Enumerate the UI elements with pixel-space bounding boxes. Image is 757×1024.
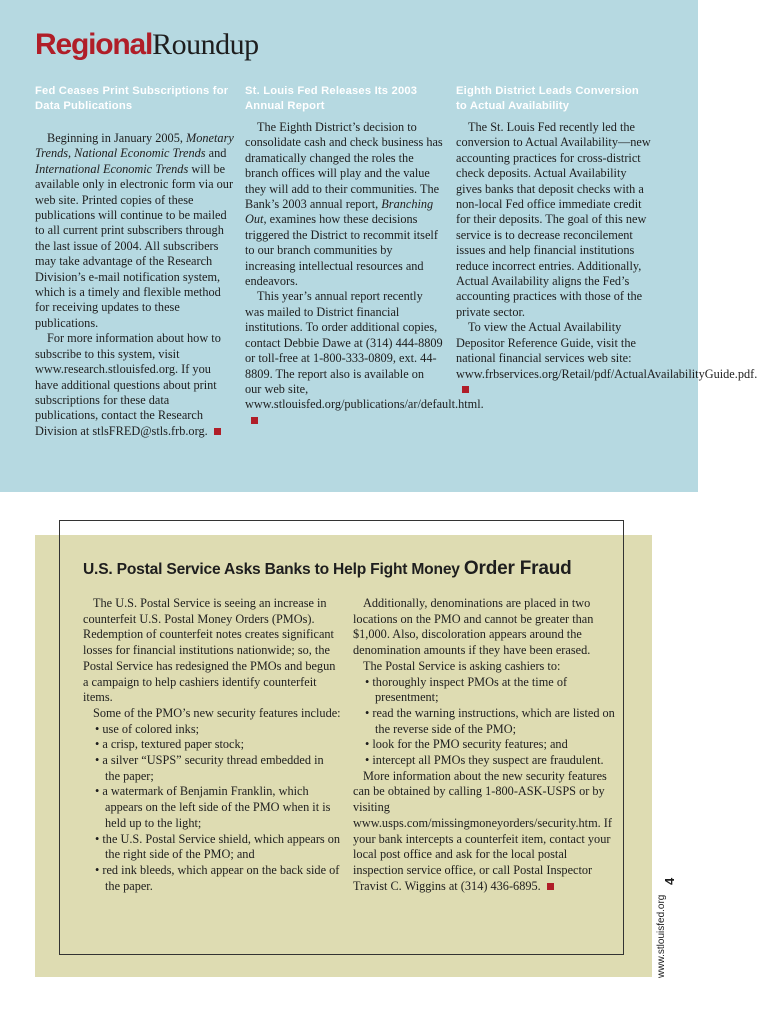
feature-headline-end: Order Fraud: [463, 558, 572, 579]
article-paragraph: This year’s annual report recently was mailed to District financial institutions. To order additional copies, contact Debbie Dawe at (314) 444-8809 or toll-free at 1-800-333-0809, ext. 44-8809. The report also is available on our web site, www.stlouisfed.org/publications/ar/default.html.: [245, 289, 443, 428]
feature-paragraph: The U.S. Postal Service is seeing an increase in counterfeit U.S. Postal Money Orders (PMOs). Redemption of counterfeit notes creates significant losses for financial institutions nationwide; so, the Postal Service has redesigned the PMOs and begun a campaign to help cashiers identify counterfeit items.: [83, 596, 336, 705]
feature-paragraph: Additionally, denominations are placed in two locations on the PMO and cannot be greater than $1,000. Also, discoloration appears around the denomination amounts if they have been erased.: [353, 596, 594, 658]
article-paragraph: The St. Louis Fed recently led the conversion to Actual Availability—new accounting practices for cross-district check deposits. Actual Availability gives banks that deposit checks with a non-local Fed office immediate credit for their deposits. The goal of this new service is to decrease reconcilement issues and help financial institutions reduce incorrect entries. Additionally, Actual Availability aligns the Fed’s accounting practices with those of the private sector.: [456, 120, 651, 319]
feature-left-column: [83, 596, 341, 894]
bullet-item: • the U.S. Postal Service shield, which appears on the right side of the PMO; and: [95, 831, 341, 862]
end-mark-icon: [462, 386, 469, 393]
bullet-item: • intercept all PMOs they suspect are fraudulent.: [365, 753, 604, 768]
bullet-item: • a watermark of Benjamin Franklin, which appears on the left side of the PMO when it is held up to the light;: [95, 784, 331, 830]
end-mark-icon: [214, 428, 221, 435]
bullet-item: • a crisp, textured paper stock;: [95, 737, 245, 752]
bullet-item: • look for the PMO security features; and: [365, 737, 568, 752]
feature-headline: [83, 558, 643, 581]
bullet-item: • thoroughly inspect PMOs at the time of presentment;: [365, 674, 568, 705]
end-mark-icon: [251, 417, 258, 424]
feature-paragraph: Some of the PMO’s new security features include:: [93, 705, 341, 720]
feature-paragraph: More information about the new security features can be obtained by calling 1-800-ASK-USPS or by visiting www.usps.com/missingmoneyorders/security.htm. If your bank intercepts a counterfeit item, contact your local post office and ask for the local postal inspection service office, or call Postal Inspector Travist C. Wiggins at (314) 436-6895.: [353, 768, 612, 893]
feature-headline-main: U.S. Postal Service Asks Banks to Help Fight Money: [83, 561, 464, 578]
article-headline: St. Louis Fed Releases Its 2003 Annual Report: [245, 85, 418, 112]
article-actual-availability: [456, 84, 757, 397]
article-paragraph: For more information about how to subscribe to this system, visit www.research.stlouisfed.org. If you have additional questions about print subscriptions for these data publications, contact the Research Division at stlsFRED@stls.frb.org.: [35, 331, 221, 438]
feature-right-column: [353, 596, 615, 894]
section-title-light: Roundup: [152, 28, 259, 61]
article-body: [35, 131, 235, 439]
bullet-item: • use of colored inks;: [95, 721, 200, 736]
article-paragraph: Beginning in January 2005, Monetary Trends, National Economic Trends and International Economic Trends will be available only in electronic form via our web site. Printed copies of these publications will continue to be mailed to all current print subscribers through the last issue of 2004. All subscribers may take advantage of the Research Division’s e-mail notification system, which is a timely and flexible method for receiving updates to these publications.: [35, 131, 234, 330]
bullet-item: • a silver “USPS” security thread embedded in the paper;: [95, 753, 324, 783]
section-title: [35, 28, 259, 62]
bullet-item: • red ink bleeds, which appear on the back side of the paper.: [95, 862, 340, 893]
page-number: 4: [662, 877, 677, 885]
article-annual-report: [245, 84, 484, 428]
article-body: [456, 120, 757, 397]
article-body: [245, 120, 484, 428]
article-headline: Eighth District Leads Conversion to Actual Availability: [456, 85, 639, 112]
article-headline: Fed Ceases Print Subscriptions for Data Publications: [35, 85, 229, 112]
end-mark-icon: [547, 883, 554, 890]
article-paragraph: The Eighth District’s decision to consolidate cash and check business has dramatically changed the roles the branch offices will play and the value they will add to their communities. The Bank’s 2003 annual report, Branching Out, examines how these decisions triggered the District to recommit itself to our branch communities by increasing intellectual resources and endeavors.: [245, 120, 443, 289]
feature-paragraph: The Postal Service is asking cashiers to:: [363, 658, 561, 673]
article-print-subscriptions: [35, 84, 235, 439]
bullet-item: • read the warning instructions, which are listed on the reverse side of the PMO;: [365, 705, 615, 736]
footer-url: www.stlouisfed.org: [656, 894, 667, 978]
article-paragraph: To view the Actual Availability Depositor Reference Guide, visit the national financial services web site: www.frbservices.org/Retail/pdf/ActualAvailabilityGuide.pdf.: [456, 320, 652, 397]
section-title-bold: Regional: [35, 28, 153, 61]
